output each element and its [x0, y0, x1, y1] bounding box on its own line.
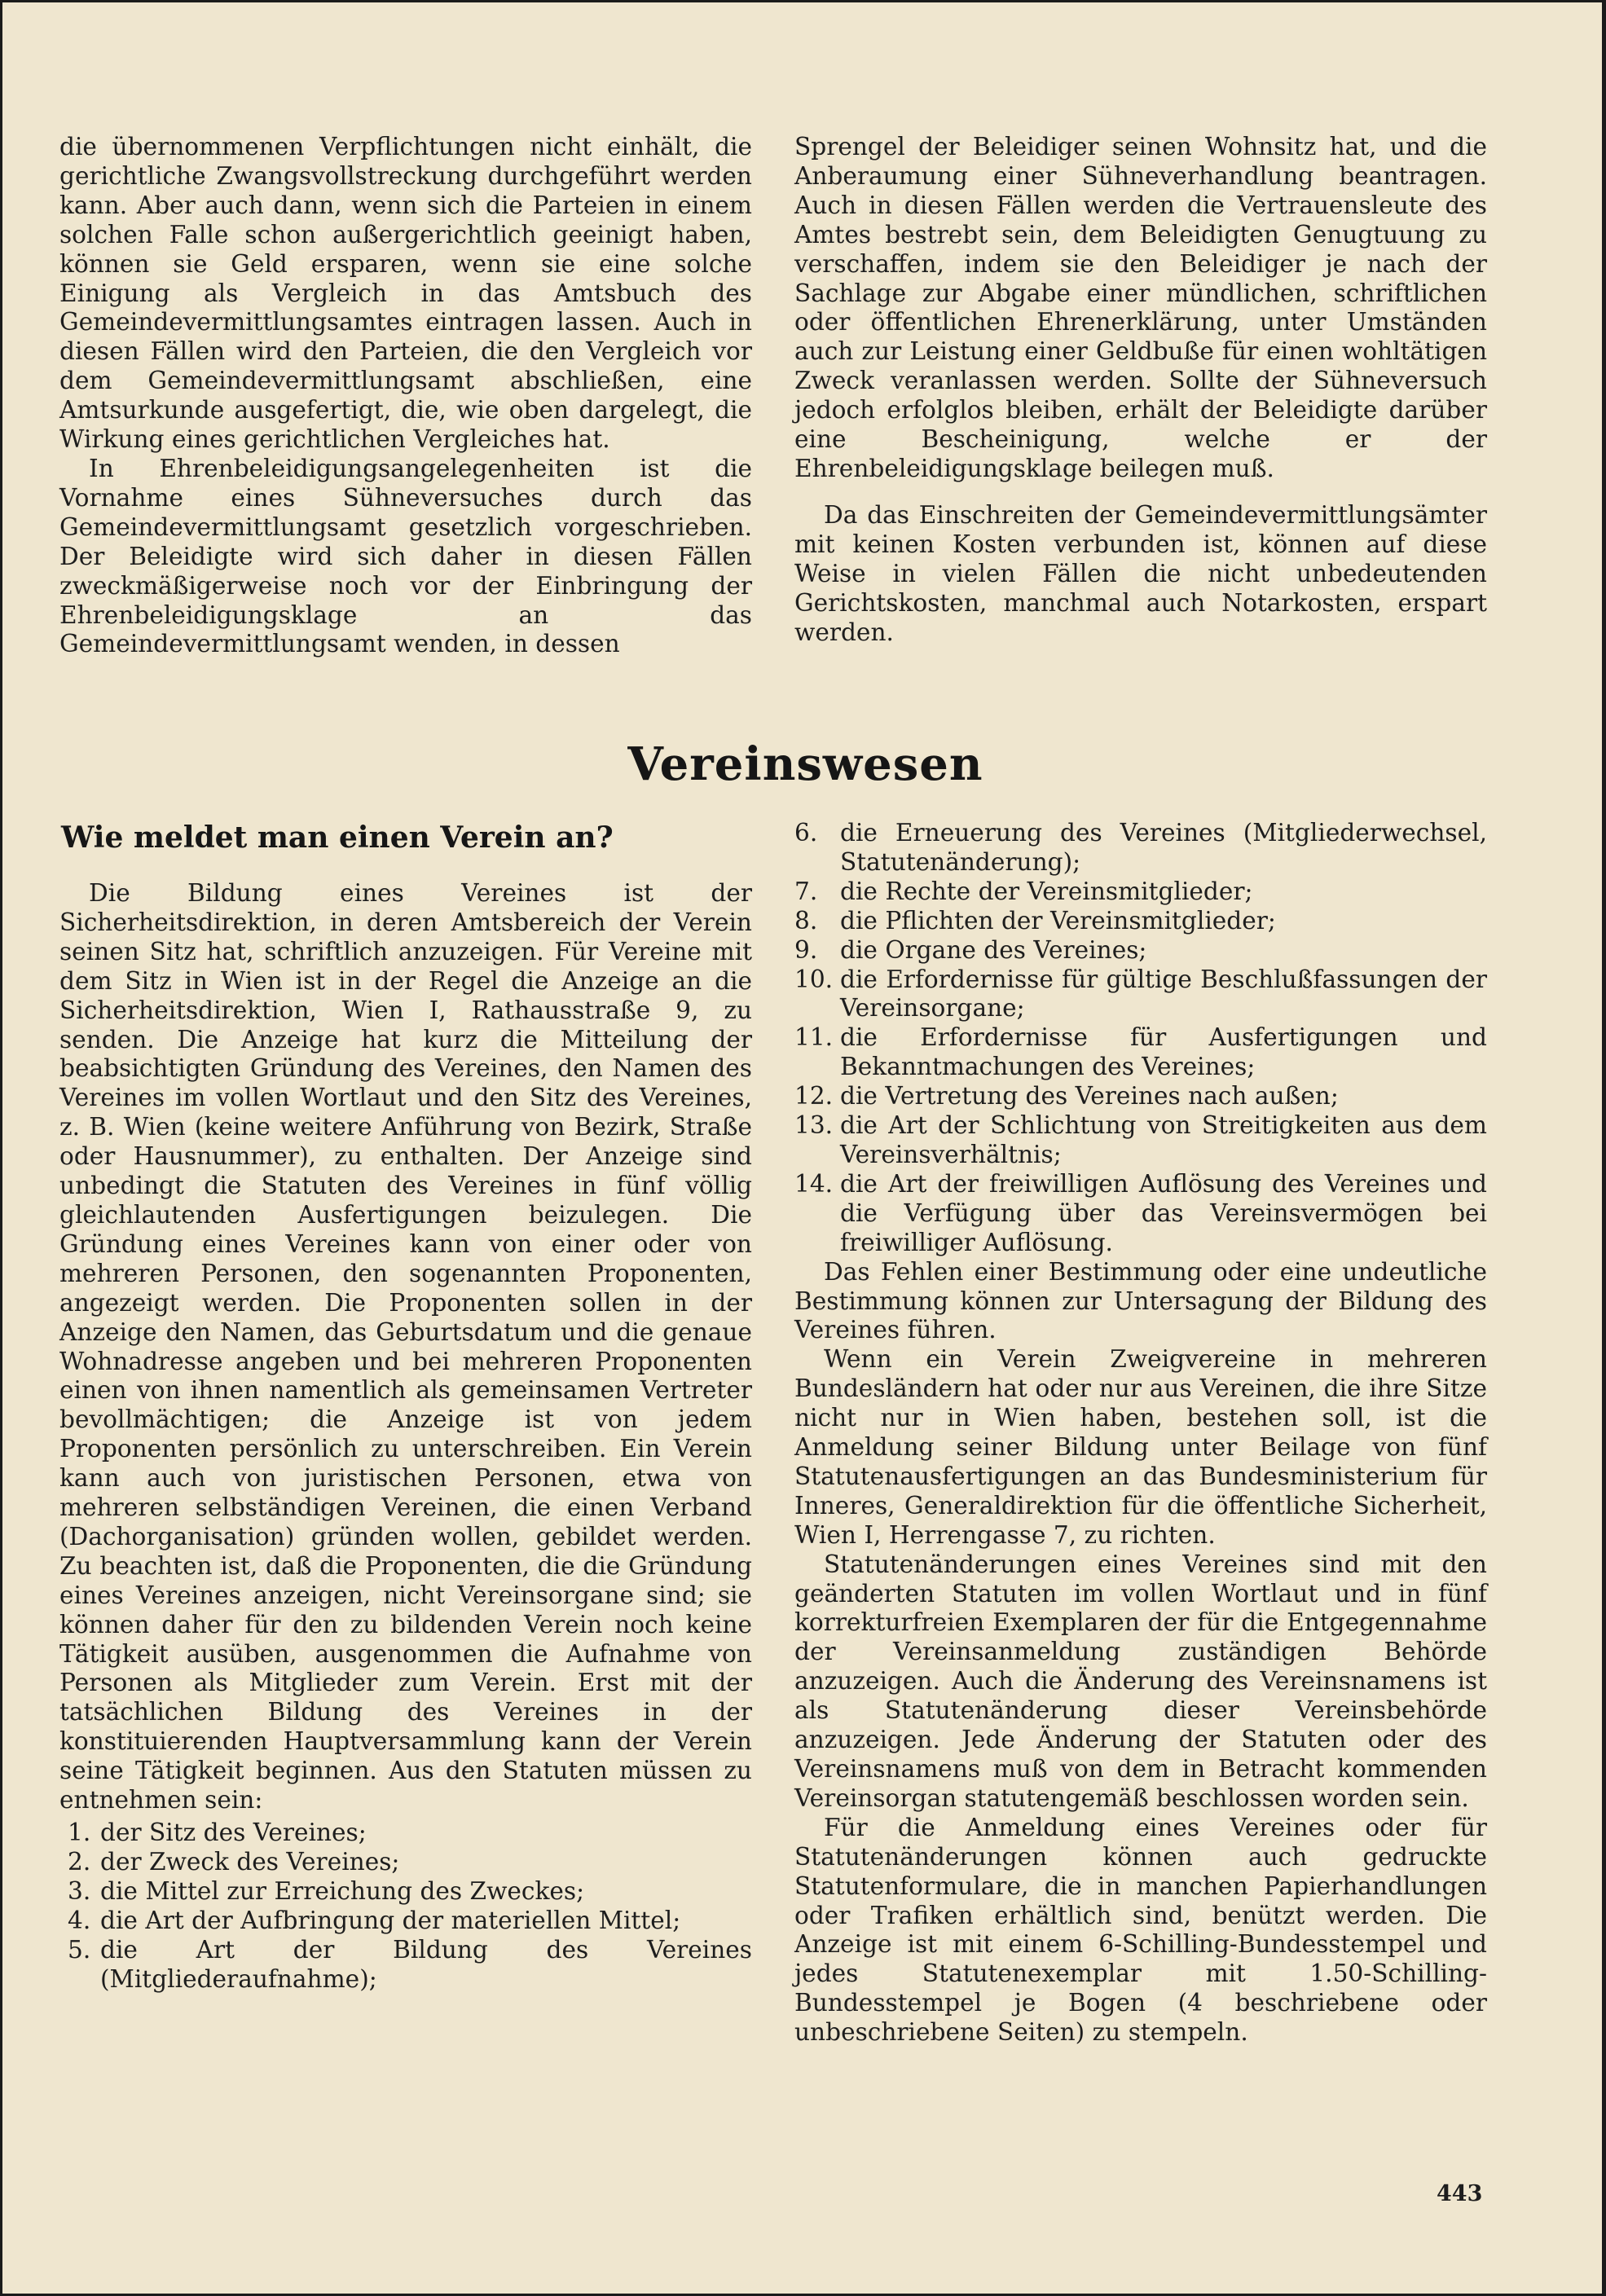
statute-item-text: der Sitz des Vereines;	[100, 1819, 367, 1846]
top-left-paragraph-2: In Ehrenbeleidigungsangelegenheiten ist die Vornahme eines Sühneversuches durch das Gemeindevermittlungsamt gesetzlich vorgeschrieben. Der Beleidigte wird sich daher in diesen Fällen zweckmäßigerweise noch vor der Einbringung der Ehrenbeleidigungsklage an das Gemeindevermittlungsamt wenden, in dessen	[59, 454, 752, 658]
page-number: 443	[1437, 2181, 1483, 2206]
right-paragraph-2: Wenn ein Verein Zweigvereine in mehreren Bundesländern hat oder nur aus Vereinen, die ihre Sitze nicht nur in Wien haben, bestehen soll, ist die Anmeldung seiner Bildung unter Beilage von fünf Statutenausfertigungen an das Bundesministerium für Inneres, Generaldirektion für die öffentliche Sicherheit, Wien I, Herrengasse 7, zu richten.	[794, 1345, 1487, 1549]
statute-item	[59, 1907, 752, 1936]
right-paragraph-3: Statutenänderungen eines Vereines sind mit den geänderten Statuten im vollen Wortlaut und in fünf korrekturfreien Exemplaren der für die Entgegennahme der Vereinsanmeldung zuständigen Behörde anzuzeigen. Auch die Änderung des Vereinsnamens ist als Statutenänderung dieser Vereinsbehörde anzuzeigen. Jede Änderung der Statuten oder des Vereinsnamens muß von dem in Betracht kommenden Vereinsorgan statutengemäß beschlossen worden sein.	[794, 1550, 1487, 1812]
statute-item	[59, 1819, 752, 1848]
statute-list-left	[59, 1819, 752, 1994]
statute-item	[794, 1170, 1487, 1258]
statute-list-right	[794, 819, 1487, 1258]
statute-item-number: 3.	[68, 1876, 91, 1905]
statute-item-text: die Erneuerung des Vereines (Mitgliederwechsel, Statutenänderung);	[840, 819, 1487, 876]
statute-item-text: die Erfordernisse für Ausfertigungen und Bekanntmachungen des Vereines;	[840, 1023, 1487, 1081]
statute-item-text: die Art der Aufbringung der materiellen Mittel;	[100, 1906, 681, 1934]
top-right-paragraph-1: Sprengel der Beleidiger seinen Wohnsitz hat, und die Anberaumung einer Sühneverhandlung beantragen. Auch in diesen Fällen werden die Vertrauensleute des Amtes bestrebt sein, dem Beleidigten Genugtuung zu verschaffen, indem sie den Beleidiger je nach der Sachlage zur Abgabe einer mündlichen, schriftlichen oder öffentlichen Ehrenerklärung, unter Umständen auch zur Leistung einer Geldbuße für einen wohltätigen Zweck veranlassen werden. Sollte der Sühneversuch jedoch erfolglos bleiben, erhält der Beleidigte darüber eine Bescheinigung, welche er der Ehrenbeleidigungsklage beilegen muß.	[794, 133, 1487, 482]
statute-item-number: 4.	[68, 1906, 91, 1934]
statute-item	[794, 907, 1487, 936]
statute-item-text: die Mittel zur Erreichung des Zweckes;	[100, 1876, 585, 1905]
statute-item-number: 14.	[794, 1169, 834, 1198]
statute-item-text: die Rechte der Vereinsmitglieder;	[840, 877, 1253, 905]
article-heading: Wie meldet man einen Verein an?	[61, 820, 614, 855]
statute-item-number: 8.	[794, 906, 818, 935]
statute-item	[59, 1848, 752, 1877]
statute-item-number: 12.	[794, 1082, 834, 1111]
statute-item-number: 10.	[794, 965, 834, 993]
top-right-column	[794, 133, 1487, 647]
statute-item	[794, 936, 1487, 965]
statute-item-number: 11.	[794, 1023, 834, 1052]
section-title: Vereinswesen	[627, 737, 983, 791]
statute-item	[794, 1023, 1487, 1082]
bottom-left-column	[59, 879, 752, 1994]
statute-item-number: 7.	[794, 877, 818, 905]
article-intro: Die Bildung eines Vereines ist der Sicherheitsdirektion, in deren Amtsbereich der Verein seinen Sitz hat, schriftlich anzuzeigen. Für Vereine mit dem Sitz in Wien ist in der Regel die Anzeige an die Sicherheitsdirektion, Wien I, Rathausstraße 9, zu senden. Die Anzeige hat kurz die Mitteilung der beabsichtigten Gründung des Vereines, den Namen des Vereines im vollen Wortlaut und den Sitz des Vereines, z. B. Wien (keine weitere Anführung von Bezirk, Straße oder Hausnummer), zu enthalten. Der Anzeige sind unbedingt die Statuten des Vereines in fünf völlig gleichlautenden Ausfertigungen beizulegen. Die Gründung eines Vereines kann von einer oder von mehreren Personen, den sogenannten Proponenten, angezeigt werden. Die Proponenten sollen in der Anzeige den Namen, das Geburtsdatum und die genaue Wohnadresse angeben und bei mehreren Proponenten einen von ihnen namentlich als gemeinsamen Vertreter bevollmächtigen; die Anzeige ist von jedem Proponenten persönlich zu unterschreiben. Ein Verein kann auch von juristischen Personen, etwa von mehreren selbständigen Vereinen, die einen Verband (Dachorganisation) gründen wollen, gebildet werden. Zu beachten ist, daß die Proponenten, die die Gründung eines Vereines anzeigen, nicht Vereinsorgane sind; sie können daher für den zu bildenden Verein noch keine Tätigkeit ausüben, ausgenommen die Aufnahme von Personen als Mitglieder zum Verein. Erst mit der tatsächlichen Bildung des Vereines in der konstituierenden Hauptversammlung kann der Verein seine Tätigkeit beginnen. Aus den Statuten müssen zu entnehmen sein:	[59, 879, 752, 1814]
statute-item	[59, 1877, 752, 1907]
statute-item-number: 9.	[794, 935, 818, 964]
bottom-right-column	[794, 819, 1487, 2047]
statute-item	[794, 819, 1487, 877]
statute-item	[794, 965, 1487, 1024]
statute-item	[794, 877, 1487, 907]
statute-item-number: 6.	[794, 819, 818, 847]
statute-item-text: die Vertretung des Vereines nach außen;	[840, 1082, 1339, 1111]
statute-item	[794, 1082, 1487, 1111]
statute-item-text: der Zweck des Vereines;	[100, 1847, 400, 1876]
statute-item	[59, 1936, 752, 1995]
statute-item-number: 5.	[68, 1935, 91, 1964]
statute-item-text: die Art der freiwilligen Auflösung des Vereines und die Verfügung über das Vereinsvermögen bei freiwilliger Auflösung.	[840, 1169, 1487, 1256]
statute-item-text: die Art der Schlichtung von Streitigkeiten aus dem Vereinsverhältnis;	[840, 1111, 1487, 1168]
right-paragraph-4: Für die Anmeldung eines Vereines oder für Statutenänderungen können auch gedruckte Statutenformulare, die in manchen Papierhandlungen oder Trafiken erhältlich sind, benützt werden. Die Anzeige ist mit einem 6-Schilling-Bundesstempel und jedes Statutenexemplar mit 1.50-Schilling-Bundesstempel je Bogen (4 beschriebene oder unbeschriebene Seiten) zu stempeln.	[794, 1813, 1487, 2047]
top-left-column	[59, 133, 752, 659]
statute-item-number: 13.	[794, 1111, 834, 1140]
statute-item-text: die Organe des Vereines;	[840, 935, 1147, 964]
statute-item-text: die Art der Bildung des Vereines (Mitgliederaufnahme);	[100, 1935, 752, 1993]
top-left-paragraph-1: die übernommenen Verpflichtungen nicht einhält, die gerichtliche Zwangsvollstreckung durchgeführt werden kann. Aber auch dann, wenn sich die Parteien in einem solchen Falle schon außergerichtlich geeinigt haben, können sie Geld ersparen, wenn sie eine solche Einigung als Vergleich in das Amtsbuch des Gemeindevermittlungsamtes eintragen lassen. Auch in diesen Fällen wird den Parteien, die den Vergleich vor dem Gemeindevermittlungsamt abschließen, eine Amtsurkunde ausgefertigt, die, wie oben dargelegt, die Wirkung eines gerichtlichen Vergleiches hat.	[59, 133, 752, 454]
statute-item-text: die Erfordernisse für gültige Beschlußfassungen der Vereinsorgane;	[840, 965, 1487, 1023]
statute-item	[794, 1111, 1487, 1170]
statute-item-number: 1.	[68, 1819, 91, 1846]
right-paragraph-1: Das Fehlen einer Bestimmung oder eine undeutliche Bestimmung können zur Untersagung der Bildung des Vereines führen.	[794, 1257, 1487, 1344]
statute-item-text: die Pflichten der Vereinsmitglieder;	[840, 906, 1276, 935]
top-right-paragraph-2: Da das Einschreiten der Gemeindevermittlungsämter mit keinen Kosten verbunden ist, können auf diese Weise in vielen Fällen die nicht unbedeutenden Gerichtskosten, manchmal auch Notarkosten, erspart werden.	[794, 500, 1487, 646]
document-page	[2, 2, 1602, 2294]
statute-item-number: 2.	[68, 1847, 91, 1876]
